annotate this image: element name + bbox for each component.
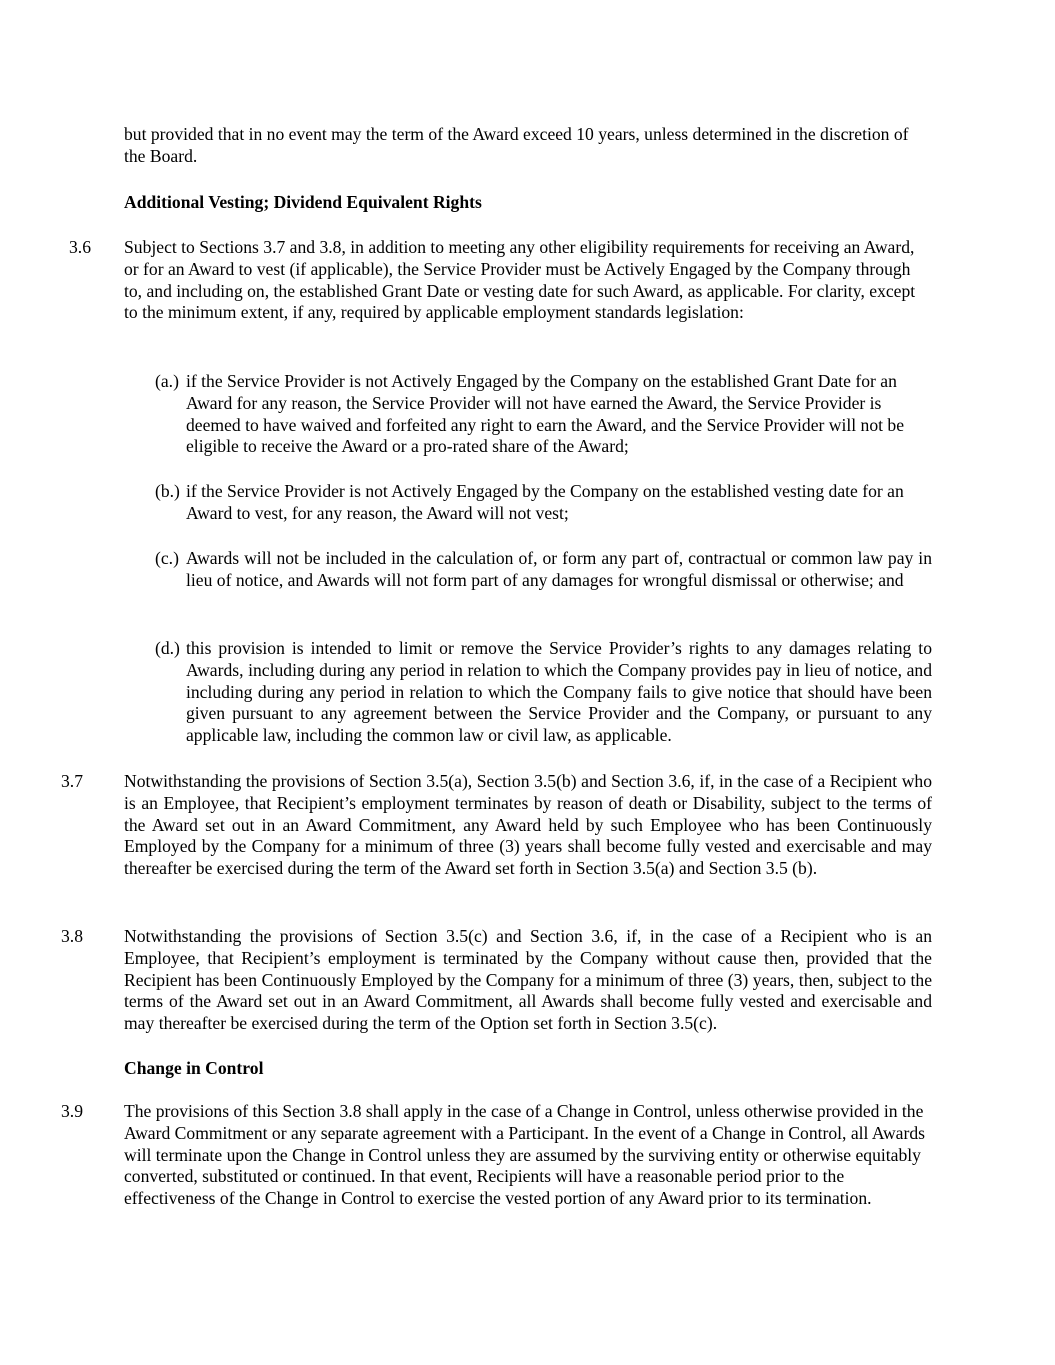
- item-c-text: Awards will not be included in the calculation of, or form any part of, contractual or common law pay in lieu of notice, and Awards will not form part of any damages for wrongful dismissal or otherwise; and: [186, 548, 932, 590]
- item-a-label: (a.): [155, 371, 179, 391]
- section-3-7-text: Notwithstanding the provisions of Section 3.5(a), Section 3.5(b) and Section 3.6, if, in the case of a Recipient who is an Employee, that Recipient’s employment terminates by reason of death or Disability, subject to the terms of the Award set out in an Award Commitment, any Award held by such Employee who has been Continuously Employed by the Company for a minimum of three (3) years shall become fully vested and exercisable and may thereafter be exercised during the term of the Award set forth in Section 3.5(a) and Section 3.5 (b).: [124, 771, 932, 879]
- item-d-text: this provision is intended to limit or remove the Service Provider’s rights to any damages relating to Awards, including during any period in relation to which the Company provides pay in lieu of notice, and including during any period in relation to which the Company fails to give notice that should have been given pursuant to any agreement between the Service Provider and the Company, or pursuant to any applicable law, including the common law or civil law, as applicable.: [186, 638, 932, 746]
- section-number-3-9: 3.9: [61, 1101, 83, 1121]
- heading-additional-vesting: Additional Vesting; Dividend Equivalent Rights: [124, 192, 482, 212]
- heading-change-in-control: Change in Control: [124, 1058, 264, 1078]
- section-number-3-6: 3.6: [69, 237, 91, 257]
- item-c-label: (c.): [155, 548, 179, 568]
- section-number-3-7: 3.7: [61, 771, 83, 791]
- continuation-paragraph: but provided that in no event may the term of the Award exceed 10 years, unless determined in the discretion of the Board.: [124, 124, 909, 166]
- item-a-text: if the Service Provider is not Actively Engaged by the Company on the established Grant Date for an Award for any reason, the Service Provider will not have earned the Award, the Service Provider is deemed to have waived and forfeited any right to earn the Award, and the Service Provider will not be eligible to receive the Award or a pro-rated share of the Award;: [186, 371, 905, 457]
- item-b-label: (b.): [155, 481, 180, 501]
- section-number-3-8: 3.8: [61, 926, 83, 946]
- section-3-9-text: The provisions of this Section 3.8 shall apply in the case of a Change in Control, unless otherwise provided in the Award Commitment or any separate agreement with a Participant. In the event of a Change in Control, all Awards will terminate upon the Change in Control unless they are assumed by the surviving entity or otherwise equitably converted, substituted or continued. In that event, Recipients will have a reasonable period prior to the effectiveness of the Change in Control to exercise the vested portion of any Award prior to its termination.: [124, 1101, 925, 1209]
- section-3-6-text: Subject to Sections 3.7 and 3.8, in addition to meeting any other eligibility requirements for receiving an Award, or for an Award to vest (if applicable), the Service Provider must be Actively Engaged by the Company through to, and including on, the established Grant Date or vesting date for such Award, as applicable. For clarity, except to the minimum extent, if any, required by applicable employment standards legislation:: [124, 237, 916, 323]
- item-d-label: (d.): [155, 638, 180, 658]
- item-b-text: if the Service Provider is not Actively Engaged by the Company on the established vesting date for an Award to vest, for any reason, the Award will not vest;: [186, 481, 904, 523]
- section-3-8-text: Notwithstanding the provisions of Section 3.5(c) and Section 3.6, if, in the case of a Recipient who is an Employee, that Recipient’s employment is terminated by the Company without cause then, provided that the Recipient has been Continuously Employed by the Company for a minimum of three (3) years, then, subject to the terms of the Award set out in an Award Commitment, all Awards shall become fully vested and exercisable and may thereafter be exercised during the term of the Option set forth in Section 3.5(c).: [124, 926, 932, 1034]
